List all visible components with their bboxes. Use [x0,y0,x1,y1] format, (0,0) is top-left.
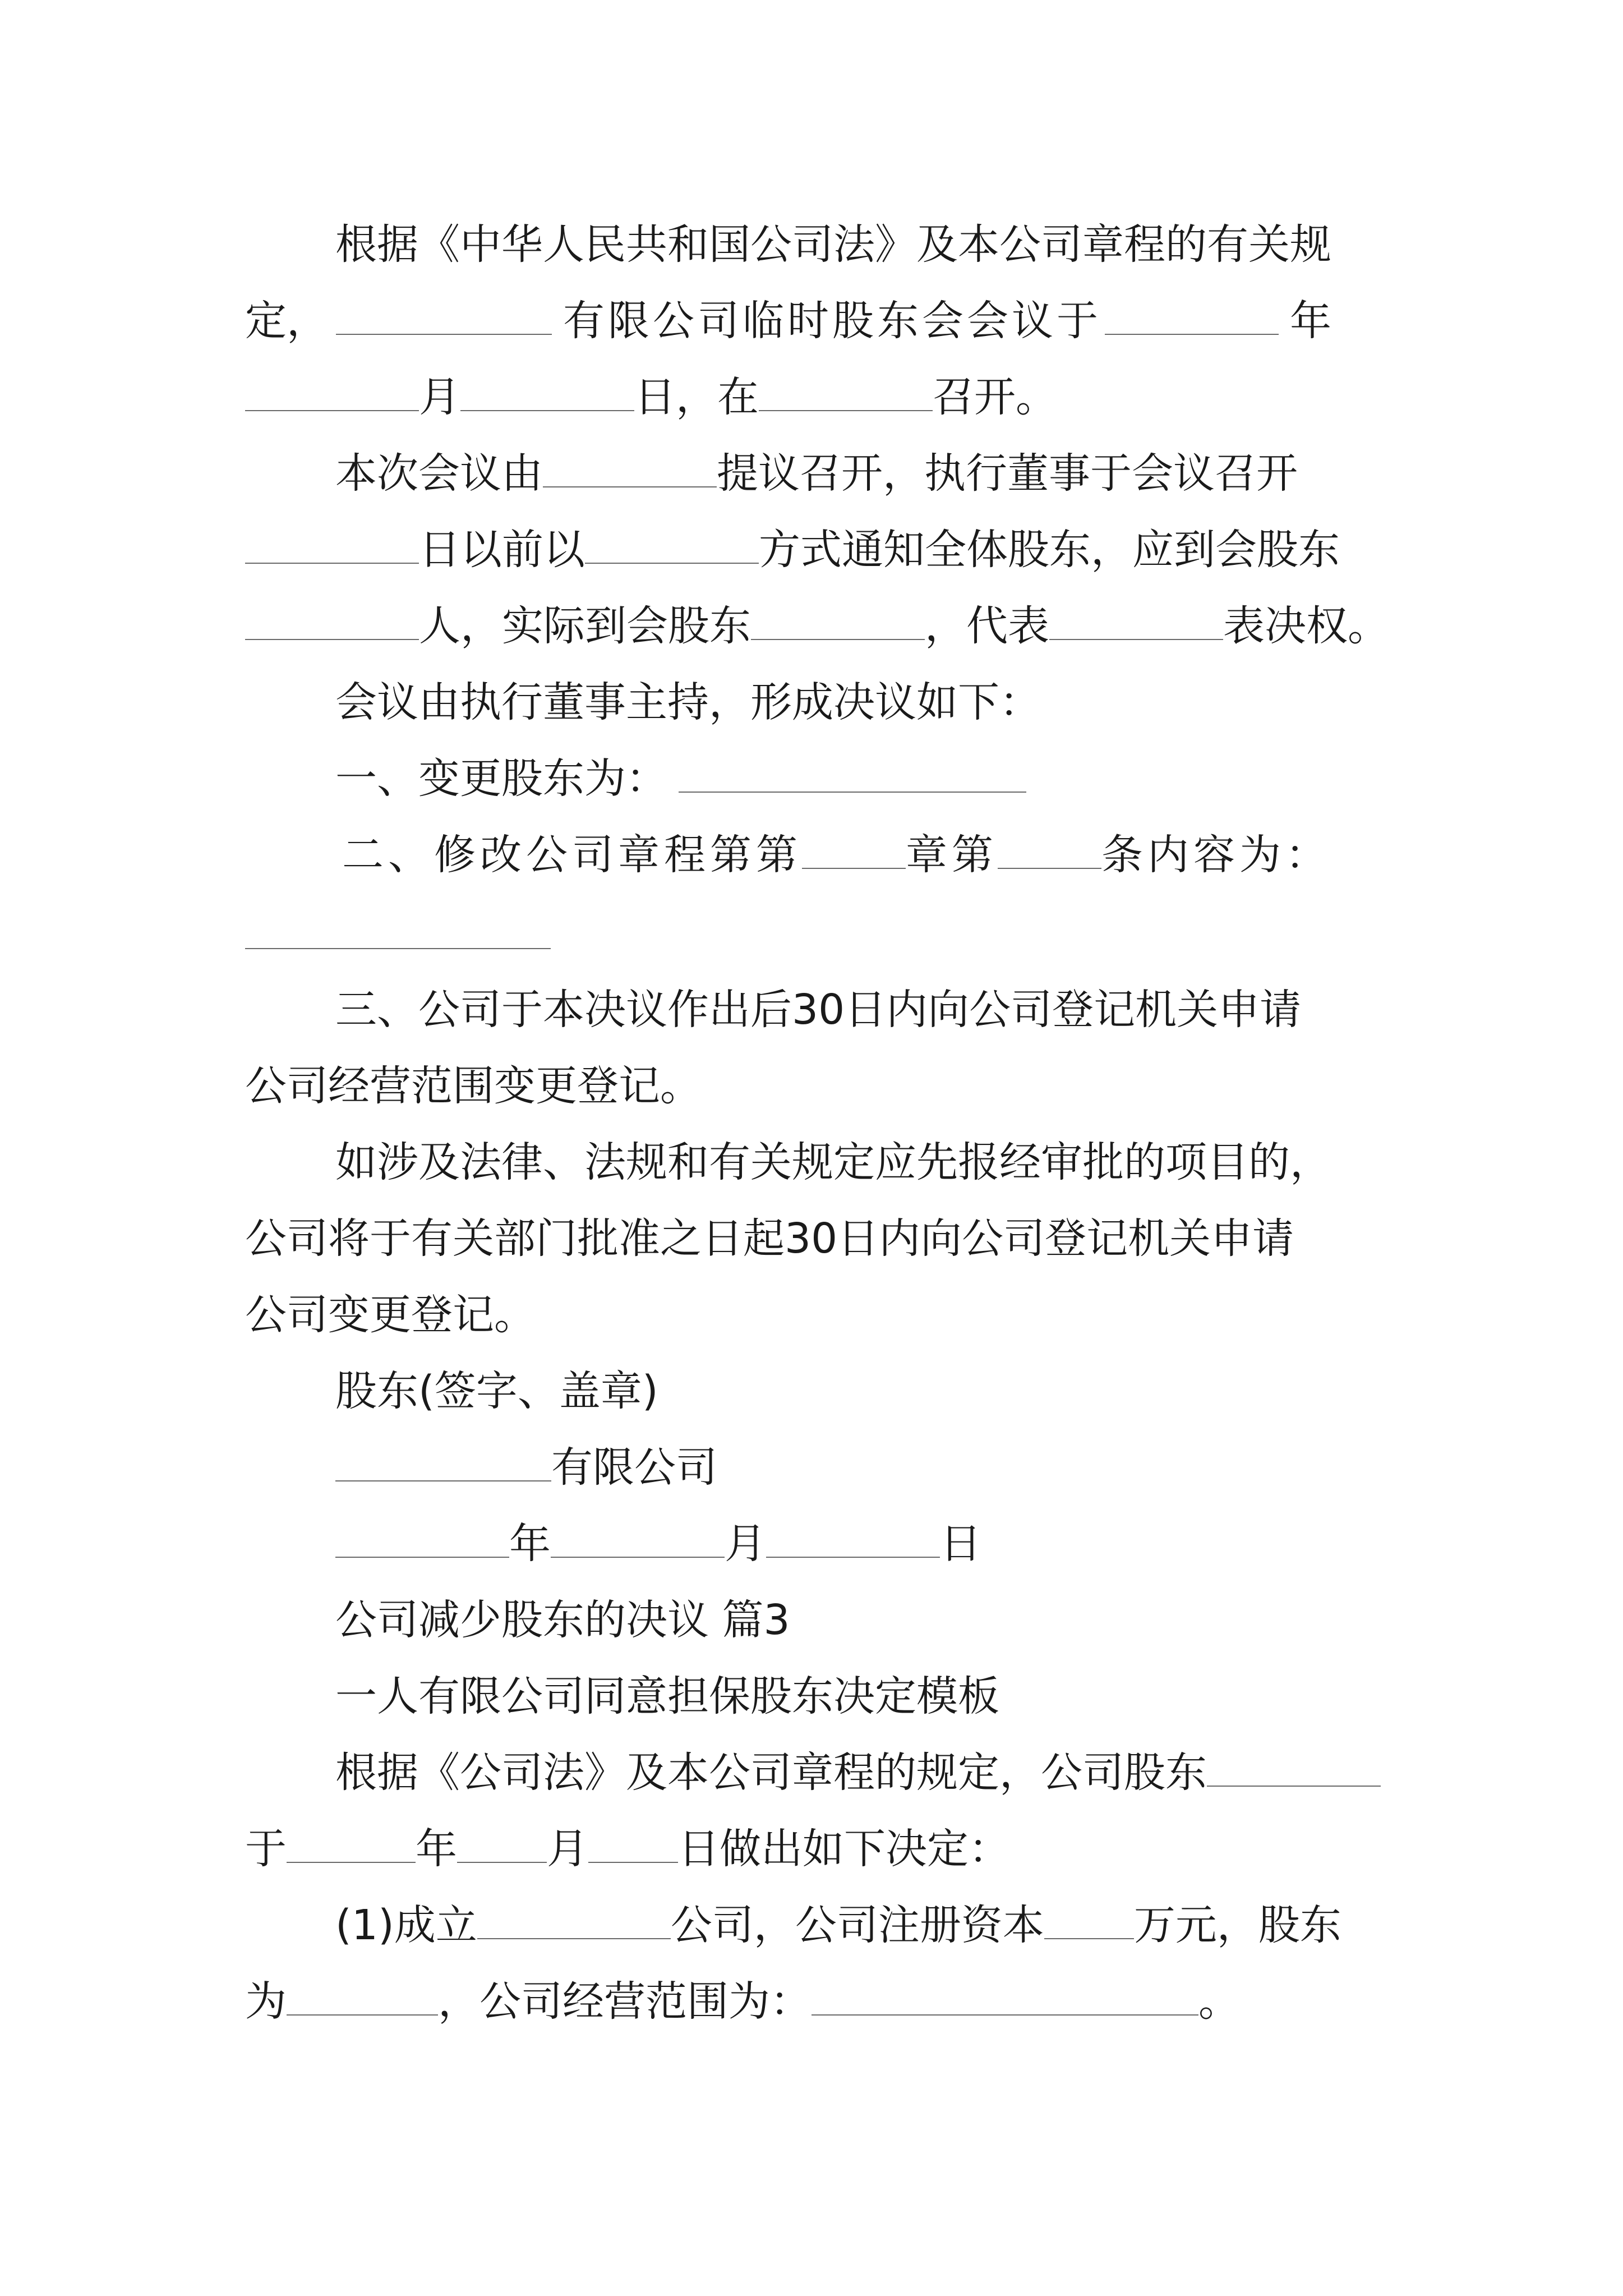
text: 为 [245,1977,287,2026]
text: 月 [419,373,460,421]
text: ，公司经营范围为： [438,1977,811,2026]
text: 根据《中华人民共和国公司法》及本公司章程的有关规 [335,220,1331,269]
blank-line [245,530,419,564]
text: 召开。 [933,373,1057,421]
text: 公司经营范围变更登记。 [245,1062,702,1110]
text: 三、公司于本决议作出后30日内向公司登记机关申请 [335,986,1302,1034]
blank-line [679,759,1026,793]
text: 如涉及法律、法规和有关规定应先报经审批的项目的， [335,1138,1331,1186]
blank-line [802,835,906,869]
text: 定， [245,297,328,345]
text: 表决权。 [1223,602,1389,650]
text: 日做出如下决定： [678,1825,1010,1873]
blank-line [1105,301,1279,335]
text: 。 [1198,1977,1240,2026]
text: 提议召开，执行董事于会议召开 [717,449,1298,498]
blank-line [543,454,717,487]
paragraph-line [335,1134,1331,1190]
text: 年 [1290,297,1331,345]
text: 公司，公司注册资本 [670,1901,1044,1949]
blank-line [751,606,925,640]
paragraph-line [245,598,1389,654]
blank-line [335,1448,551,1481]
text: 章第 [906,831,998,879]
text: 年 [416,1825,457,1873]
text: 日，在 [634,373,759,421]
blank-line [336,301,552,335]
text: 日 [940,1520,981,1568]
paragraph-line [335,217,1331,273]
text: 本次会议由 [335,449,543,498]
blank-line [245,378,419,411]
text: 月 [547,1825,588,1873]
text: 公司减少股东的决议 篇3 [335,1596,790,1644]
resolution-item [342,827,1331,883]
paragraph-line [245,369,1057,425]
blank-line [245,948,551,949]
text: 有限公司 [551,1443,717,1492]
blank-line [335,1524,509,1558]
text: 二、修改公司章程第第 [342,831,802,879]
blank-line [287,1982,438,2016]
text: 于 [245,1825,287,1873]
paragraph-line [245,1211,1294,1267]
blank-line [457,1829,547,1863]
text: 会议由执行董事主持，形成决议如下： [335,678,1041,726]
text: 有限公司临时股东会会议于 [563,297,1101,345]
text: 一、变更股东为： [335,754,667,803]
text: 年 [509,1520,551,1568]
paragraph-line [335,1745,1381,1801]
blank-line [477,1906,671,1939]
text: 一人有限公司同意担保股东决定模板 [335,1672,999,1720]
section-heading [335,1592,790,1648]
signature-company [335,1439,717,1496]
section-subheading [335,1668,999,1724]
blank-line [551,1524,725,1558]
text: 人，实际到会股东 [419,602,751,650]
text: 条内容为： [1101,831,1331,879]
blank-line [759,378,933,411]
text: 月 [725,1520,766,1568]
text: 万元，股东 [1133,1901,1341,1949]
blank-line [811,1982,1198,2016]
blank-line [245,606,419,640]
paragraph-line [335,445,1298,501]
text: (1)成立 [335,1901,477,1949]
blank-line [585,530,759,564]
blank-line [1207,1753,1381,1787]
paragraph-line [245,1821,1010,1877]
blank-line [287,1829,416,1863]
blank-line [460,378,634,411]
paragraph-line [245,1287,536,1343]
text: 公司变更登记。 [245,1291,536,1339]
paragraph-line [245,1973,1240,2030]
resolution-item [335,982,1301,1038]
text: 日以前以 [419,526,585,574]
paragraph-line [335,1897,1341,1953]
signature-date [335,1516,981,1572]
blank-line [1049,606,1223,640]
text: 方式通知全体股东，应到会股东 [759,526,1340,574]
text: 根据《公司法》及本公司章程的规定，公司股东 [335,1749,1207,1797]
blank-line [998,835,1101,869]
paragraph-line [245,522,1340,578]
blank-line [766,1524,940,1558]
paragraph-line [245,1058,702,1114]
paragraph-line [245,293,1331,349]
resolution-item [335,751,1026,807]
text: 股东(签字、盖章) [335,1367,658,1415]
text: ，代表 [925,602,1049,650]
blank-line [588,1829,678,1863]
paragraph-line [335,674,1041,730]
signature-label [335,1363,658,1419]
blank-line [1044,1906,1134,1939]
text: 公司将于有关部门批准之日起30日内向公司登记机关申请 [245,1214,1294,1263]
